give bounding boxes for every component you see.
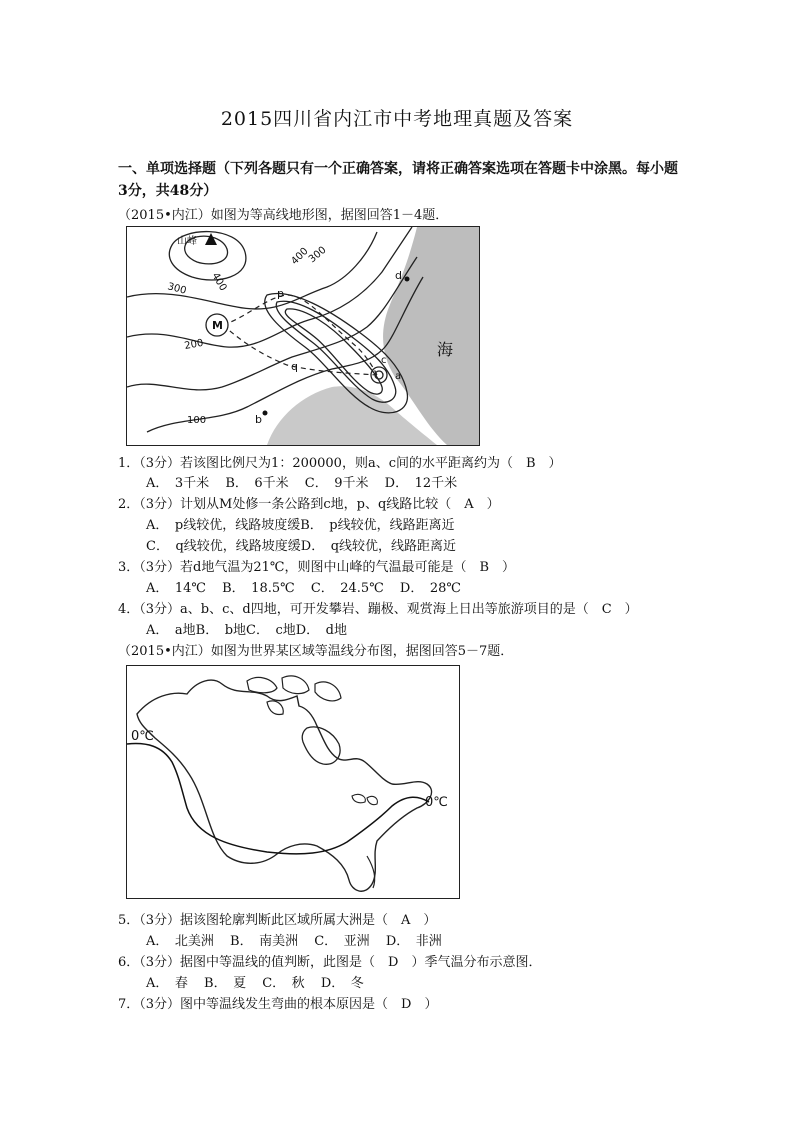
option[interactable]: A． 春 [146, 976, 188, 991]
question-stem-3: 3．（3分）若d地气温为21℃，则图中山峰的气温最可能是（ B ） [118, 560, 516, 575]
section-heading: 一、单项选择题（下列各题只有一个正确答案，请将正确答案选项在答题卡中涂黑。每小题3分，共48分） [118, 161, 678, 199]
page-title: 2015四川省内江市中考地理真题及答案 [220, 108, 574, 130]
contour-label: 400 [209, 271, 229, 294]
contour-label: 300 [306, 244, 329, 266]
point-label-a: a [395, 371, 402, 382]
point-label-c: c [381, 355, 387, 366]
isotherm-map-figure [126, 665, 460, 899]
option[interactable]: C． 亚洲 [314, 934, 370, 949]
sea-area [383, 227, 479, 445]
question-options-2b[interactable]: C． q线较优，线路坡度缓D． q线较优，线路距离近 [146, 539, 457, 554]
point-label-b: b [255, 413, 262, 426]
point-label-p: p [277, 287, 284, 300]
contour-map [127, 227, 479, 445]
question-stem-5: 5．（3分）据该图轮廓判断此区域所属大洲是（ A ） [118, 913, 437, 928]
isotherm-label-left: 0℃ [131, 729, 154, 744]
isotherm-map [127, 666, 459, 898]
option[interactable]: D． 12千米 [384, 476, 458, 491]
question-intro-2: （2015•内江）如图为世界某区域等温线分布图，据图回答5－7题． [118, 644, 514, 659]
option[interactable]: A． 3千米 [146, 476, 210, 491]
option[interactable]: C． 9千米 [304, 476, 369, 491]
question-stem-7: 7．（3分）图中等温线发生弯曲的根本原因是（ D ） [118, 997, 438, 1012]
contour-label: 400 [289, 245, 311, 268]
option[interactable]: D． 28℃ [399, 581, 461, 596]
option[interactable]: C． 秋 [262, 976, 305, 991]
question-stem-4: 4．（3分）a、b、c、d四地，可开发攀岩、蹦极、观赏海上日出等旅游项目的是（ C ） [118, 602, 638, 617]
question-stem-2: 2．（3分）计划从M处修一条公路到c地，p、q线路比较（ A ） [118, 497, 500, 512]
option[interactable]: A． 14℃ [146, 581, 206, 596]
question-options-6 [146, 972, 376, 991]
point-label-q: q [291, 360, 298, 373]
question-stem-6: 6．（3分）据图中等温线的值判断，此图是（ D ）季气温分布示意图． [118, 955, 542, 970]
isotherm-label-right: 0℃ [425, 795, 448, 810]
question-options-5 [146, 930, 454, 949]
option[interactable]: B． 夏 [204, 976, 247, 991]
question-options-3 [146, 577, 473, 596]
sea-label: 海 [437, 340, 454, 359]
option[interactable]: D． 非洲 [385, 934, 442, 949]
question-options-4[interactable]: A． a地B． b地C． c地D． d地 [146, 623, 347, 638]
question-options-2a[interactable]: A． p线较优，线路坡度缓B． p线较优，线路距离近 [146, 518, 455, 533]
contour-label: 100 [187, 415, 207, 426]
question-stem-1: 1．（3分）若该图比例尺为1：200000，则a、c间的水平距离约为（ B ） [118, 456, 562, 471]
question-intro-1: （2015•内江）如图为等高线地形图，据图回答1－4题． [118, 208, 449, 223]
point-label-M: M [212, 319, 223, 332]
option[interactable]: B． 6千米 [225, 476, 289, 491]
peak-icon [205, 233, 217, 245]
point-label-d: d [395, 269, 402, 282]
isotherm-0c [127, 744, 429, 854]
hudson-bay [302, 727, 340, 764]
peak-label: 山峰 [177, 236, 197, 247]
option[interactable]: B． 18.5℃ [222, 581, 295, 596]
question-options-1 [146, 472, 469, 491]
contour-label: 300 [166, 281, 188, 297]
option[interactable]: D． 冬 [320, 976, 364, 991]
contour-map-figure [126, 226, 480, 446]
option[interactable]: B． 南美洲 [230, 934, 299, 949]
contour-label: 200 [183, 337, 205, 352]
option[interactable]: C． 24.5℃ [310, 581, 384, 596]
option[interactable]: A． 北美洲 [146, 934, 214, 949]
